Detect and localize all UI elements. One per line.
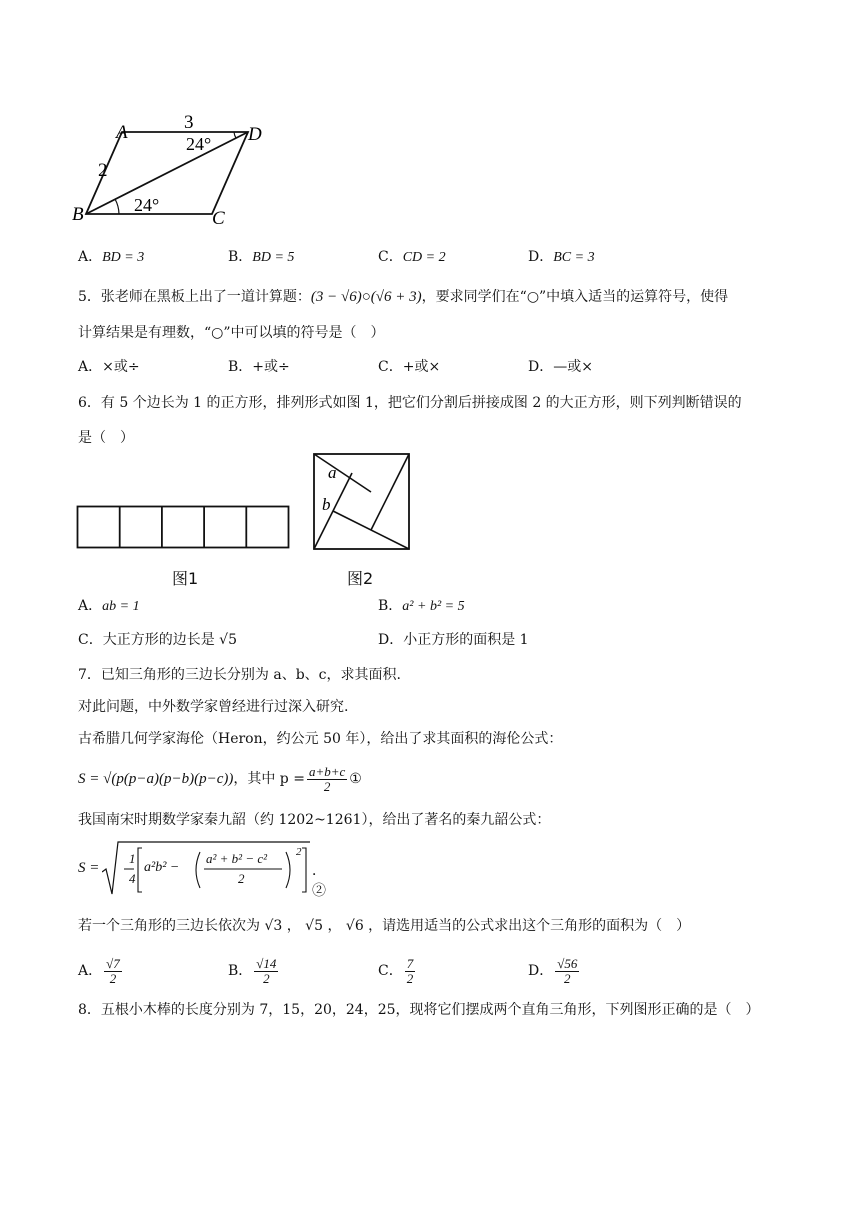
fraction-denominator: 2 xyxy=(406,970,414,986)
option-fraction xyxy=(104,957,122,986)
q5-option-b[interactable] xyxy=(228,357,290,377)
q5-option-a[interactable] xyxy=(78,357,140,377)
q6-stem-line1: 6．有 5 个边长为 1 的正方形，排列形式如图 1，把它们分割后拼接成图 2 的大正方形，则下列判断错误的 xyxy=(78,395,742,411)
figure-2-big-square xyxy=(312,452,412,552)
option-text: 小正方形的面积是 1 xyxy=(403,632,529,648)
q7-stem-line1: 7．已知三角形的三边长分别为 a、b、c，求其面积. xyxy=(78,667,401,683)
option-text: BD = 5 xyxy=(252,250,295,265)
qin-mark: ．② xyxy=(312,863,326,899)
option-text: a² + b² = 5 xyxy=(402,599,465,614)
option-letter: B． xyxy=(228,963,253,979)
option-letter: D． xyxy=(528,249,554,265)
option-letter: D． xyxy=(528,963,554,979)
angle-bottom-label: 24° xyxy=(134,195,160,215)
option-fraction xyxy=(555,957,579,986)
fraction-numerator: a+b+c xyxy=(308,763,346,779)
option-letter: C． xyxy=(378,249,403,265)
heron-formula xyxy=(78,764,362,794)
q5-expression: (3 − √6)○(√6 + 3) xyxy=(310,289,422,305)
q5-suffix: ，要求同学们在“○”中填入适当的运算符号，使得 xyxy=(421,289,729,305)
q4-option-c[interactable] xyxy=(378,247,446,268)
option-letter: C． xyxy=(378,359,403,375)
angle-top-label: 24° xyxy=(186,134,212,154)
q7-stem-line5: 我国南宋时期数学家秦九韶（约 1202~1261），给出了著名的秦九韶公式： xyxy=(78,812,551,828)
q5-option-d[interactable] xyxy=(528,357,593,377)
fraction-denominator: 2 xyxy=(109,970,117,986)
option-fraction xyxy=(254,957,278,986)
angle-arc-b xyxy=(115,199,119,214)
option-text: BD = 3 xyxy=(102,250,145,265)
parallelogram-figure xyxy=(72,108,272,228)
option-text: ×或÷ xyxy=(102,359,140,375)
option-letter: D． xyxy=(378,632,404,648)
heron-formula-expr: S = √(p(p−a)(p−b)(p−c)) xyxy=(78,771,234,787)
q6-stem-line2: 是（ ） xyxy=(78,430,134,446)
qin-one: 1 xyxy=(129,851,136,866)
diagonal-bd xyxy=(86,132,248,214)
option-letter: B． xyxy=(228,359,253,375)
label-a: a xyxy=(328,463,337,482)
heron-fraction xyxy=(307,765,347,794)
figure-2-caption: 图2 xyxy=(347,569,374,588)
option-text: 大正方形的边长是 √5 xyxy=(102,632,237,648)
q8-stem-line1: 8．五根小木棒的长度分别为 7，15，20，24，25，现将它们摆成两个直角三角形，下列图形正确的是（ ） xyxy=(78,1002,760,1018)
q5-option-c[interactable] xyxy=(378,357,440,377)
qin-formula xyxy=(78,840,338,898)
side-top-length: 3 xyxy=(184,112,194,133)
q6-option-c[interactable] xyxy=(78,630,237,650)
heron-mid-text: ，其中 p = xyxy=(233,771,305,787)
label-b: b xyxy=(322,495,331,514)
q6-option-b[interactable] xyxy=(378,596,465,617)
option-text: —或× xyxy=(553,359,593,375)
option-text: BC = 3 xyxy=(553,250,595,265)
q6-option-d[interactable] xyxy=(378,630,529,650)
qin-numerator: a² + b² − c² xyxy=(206,851,268,866)
option-fraction xyxy=(405,957,416,986)
option-letter: A． xyxy=(78,249,103,265)
q4-option-b[interactable] xyxy=(228,247,294,268)
qin-radical xyxy=(102,840,312,898)
option-letter: C． xyxy=(78,632,103,648)
q5-prefix: 5．张老师在黑板上出了一道计算题： xyxy=(78,289,311,305)
qin-square-exponent: 2 xyxy=(296,846,302,858)
q4-option-a[interactable] xyxy=(78,247,144,268)
q4-option-d[interactable] xyxy=(528,247,595,268)
q7-option-d[interactable] xyxy=(528,951,581,991)
qin-four: 4 xyxy=(129,871,136,886)
option-letter: A． xyxy=(78,598,103,614)
q7-option-b[interactable] xyxy=(228,951,280,991)
option-text: +或× xyxy=(402,359,441,375)
option-text: +或÷ xyxy=(252,359,290,375)
fraction-denominator: 2 xyxy=(323,778,331,794)
qin-a2b2: a²b² − xyxy=(144,860,180,875)
option-text: CD = 2 xyxy=(402,250,446,265)
fraction-denominator: 2 xyxy=(564,970,571,986)
figure-1-caption: 图1 xyxy=(172,569,199,588)
q7-stem-line7: 若一个三角形的三边长依次为 √3 ， √5 ， √6 ，请选用适当的公式求出这个三角形的面积为（ ） xyxy=(78,918,691,934)
q6-option-a[interactable] xyxy=(78,596,140,617)
figure-1-five-squares xyxy=(76,505,292,551)
option-letter: B． xyxy=(228,249,253,265)
q7-option-c[interactable] xyxy=(378,951,417,991)
option-letter: B． xyxy=(378,598,403,614)
q5-stem-line2: 计算结果是有理数，“○”中可以填的符号是（ ） xyxy=(78,325,385,341)
fraction-numerator: √7 xyxy=(106,955,120,971)
label-c: C xyxy=(212,208,225,228)
fraction-numerator: √14 xyxy=(256,955,277,971)
q7-option-a[interactable] xyxy=(78,951,124,991)
qin-prefix: S = xyxy=(78,860,100,876)
option-letter: A． xyxy=(78,963,103,979)
label-a: A xyxy=(116,122,128,143)
option-letter: D． xyxy=(528,359,554,375)
fraction-denominator: 2 xyxy=(263,970,270,986)
q7-stem-line2: 对此问题，中外数学家曾经进行过深入研究. xyxy=(78,699,349,715)
q7-stem-line3: 古希腊几何学家海伦（Heron，约公元 50 年），给出了求其面积的海伦公式： xyxy=(78,731,563,747)
q5-stem-line1 xyxy=(78,287,728,307)
option-letter: C． xyxy=(378,963,403,979)
qin-denominator: 2 xyxy=(238,871,245,886)
fraction-numerator: 7 xyxy=(406,955,414,971)
heron-mark: ① xyxy=(349,771,362,787)
option-letter: A． xyxy=(78,359,103,375)
side-left-length: 2 xyxy=(98,160,108,181)
label-d: D xyxy=(248,124,262,145)
label-b: B xyxy=(72,204,84,225)
option-text: ab = 1 xyxy=(102,599,140,614)
fraction-numerator: √56 xyxy=(557,955,578,971)
